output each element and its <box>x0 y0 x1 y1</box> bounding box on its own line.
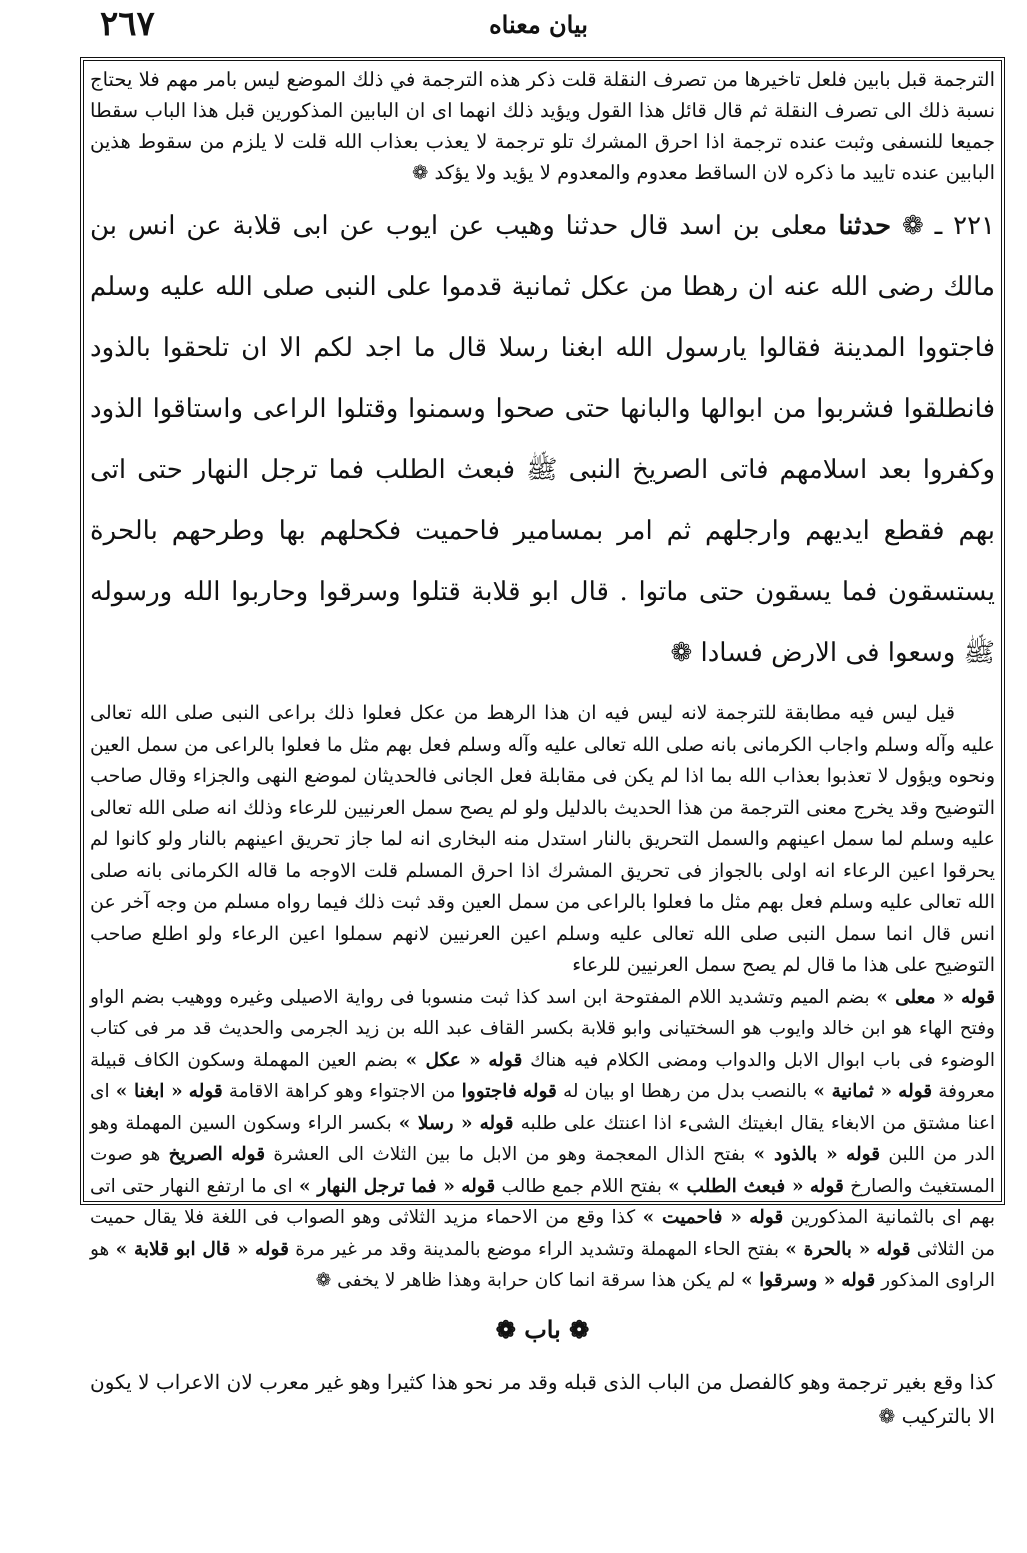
gloss-text: لم يكن هذا سرقة انما كان حرابة وهذا ظاهر لا يخفى ❁ <box>315 1270 736 1291</box>
gloss-label: قوله <box>961 986 995 1008</box>
gloss-label: قوله <box>749 1207 784 1228</box>
gloss-term: الصريخ <box>168 1144 223 1165</box>
running-title: بيان معناه <box>489 10 588 39</box>
gloss-text: اى ما ارتفع النهار حتى اتى بهم اى بالثمانية المذكورين <box>90 1175 995 1228</box>
gloss-term: « عكل » <box>405 1049 481 1071</box>
gloss-label: قوله <box>809 1175 844 1197</box>
gloss-label: قوله <box>522 1081 557 1102</box>
gloss-term: « بالذود » <box>753 1144 838 1165</box>
page-header <box>80 4 997 54</box>
gloss-text: اى اعنا مشتق من الابغاء يقال ابغيتك الشىء اذا اعنتك على طلبه <box>90 1081 996 1134</box>
gloss-term: « فاحميت » <box>642 1207 742 1228</box>
gloss-term: « ثمانية » <box>813 1081 893 1102</box>
gloss-text: هو صوت المستغيث والصارخ <box>90 1144 995 1197</box>
gloss-text: بضم العين المهملة وسكون الكاف قبيلة معروفة <box>90 1049 995 1102</box>
gloss-label: قوله <box>841 1270 876 1291</box>
commentary-middle: قيل ليس فيه مطابقة للترجمة لانه ليس فيه ان هذا الرهط من عكل فعلوا ذلك براعى النبى صلى الله تعالى عليه وآله وسلم واجاب الكرمانى بانه صلى الله تعالى عليه وآله وسلم فعل بهم مثل ما فعلوا بالراعى من سمل العين ونحوه ويؤول لا تعذبوا بعذاب الله بما اذا لم يكن فى مقابلة فعل الجانى فالحديثان لموضع النهى والجزاء وقال صاحب التوضيح وقد يخرج معنى الترجمة من هذا الحديث بالدليل ولو لم يصح سمل العرنيين للرعاء وذلك انه صلى الله تعالى عليه وسلم لما سمل اعينهم والسمل التحريق بالنار استدل منه البخارى انه لما جاز تحريق اعينهم بالنار ولو كانوا لم يحرقوا اعين الرعاء انه اولى بالجواز فى تحريق المشرك اذا احرق المسلم قلت الاوجه ما قاله الكرمانى بانه صلى الله تعالى عليه وسلم فعل بهم مثل ما فعلوا بالراعى من سمل العين وقد ثبت ذلك فيما رواه مسلم من وجه آخر عن انس قال انما سمل النبى صلى الله تعالى عليه وسلم اعين العرنيين لانهم سملوا اعين الرعاء ولو اطلع صاحب التوضيح على هذا ما قال لم يصح سمل العرنيين للرعاء <box>90 702 995 976</box>
gloss-text: بفتح الذال المعجمة وهو من الابل ما بين الثلاث الى العشرة <box>273 1144 746 1165</box>
hadith-haddathana: حدثنا <box>838 211 892 241</box>
hadith-paragraph <box>90 196 995 684</box>
gloss-text: بفتح الحاء المهملة وتشديد الراء موضع بالمدينة وقد مر غير مرة <box>295 1238 779 1260</box>
hadith-number: ٢٢١ ـ ❁ <box>901 211 996 241</box>
gloss-text: كذا وقع من الاحماء مزيد الثلاثى وهو الصواب فى اللغة فلا يقال حميت من الثلاثى <box>90 1207 995 1260</box>
gloss-text: بضم الميم وتشديد اللام المفتوحة ابن اسد كذا ثبت منسوبا فى رواية الاصيلى وغيره ووهيب بضم الواو وفتح الهاء هو ابن خالد وايوب هو السختيانى وابو قلابة بكسر القاف عبد الله بن زيد الجرمى والحديث قد مر فى كتاب الوضوء فى باب ابوال الابل والدواب ومضى الكلام فيه هناك <box>90 986 995 1071</box>
gloss-term: « فما ترجل النهار » <box>298 1175 455 1197</box>
gloss-label: قوله <box>188 1081 223 1102</box>
gloss-term: « ابغنا » <box>115 1081 183 1102</box>
gloss-label: قوله <box>488 1049 523 1071</box>
gloss-text: بفتح اللام جمع طالب <box>501 1175 662 1197</box>
gloss-term: « قال ابو قلابة » <box>115 1238 249 1260</box>
gloss-term: « رسلا » <box>398 1112 473 1134</box>
gloss-term: فاجتووا <box>461 1081 517 1102</box>
bab-heading: ❁ باب ❁ <box>495 1315 590 1344</box>
gloss-text: بكسر الراء وسكون السين المهملة وهو الدر من اللبن <box>90 1112 995 1165</box>
bab-text: كذا وقع بغير ترجمة وهو كالفصل من الباب الذى قبله وقد مر نحو هذا كثيرا وهو غير معرب لان الاعراب لا يكون الا بالتركيب ❁ <box>90 1370 995 1428</box>
page-number: ٢٦٧ <box>100 4 155 44</box>
gloss-text: من الاجتواء وهو كراهة الاقامة <box>228 1081 456 1102</box>
gloss-label: قوله <box>231 1144 266 1165</box>
gloss-label: قوله <box>898 1081 933 1102</box>
gloss-label: قوله <box>846 1144 881 1165</box>
gloss-label: قوله <box>461 1175 496 1197</box>
gloss-label: قوله <box>254 1238 289 1260</box>
glosses-paragraph <box>90 982 995 1297</box>
gloss-term: « وسرقوا » <box>741 1270 836 1291</box>
hadith-text: معلى بن اسد قال حدثنا وهيب عن ايوب عن ابى قلابة عن انس بن مالك رضى الله عنه ان رهطا من عكل ثمانية قدموا على النبى صلى الله عليه وسلم فاجتووا المدينة فقالوا يارسول الله ابغنا رسلا قال ما اجد لكم الا ان تلحقوا بالذود فانطلقوا فشربوا من ابوالها والبانها حتى صحوا وسمنوا وقتلوا الراعى واستاقوا الذود وكفروا بعد اسلامهم فاتى الصريخ النبى ﷺ فبعث الطلب فما ترجل النهار حتى اتى بهم فقطع ايديهم وارجلهم ثم امر بمسامير فاحميت فكحلهم بها وطرحهم بالحرة يستسقون فما يسقون حتى ماتوا . قال ابو قلابة قتلوا وسرقوا وحاربوا الله ورسوله ﷺ وسعوا فى الارض فسادا ❁ <box>90 211 995 668</box>
main-text-block <box>90 64 995 1297</box>
gloss-term: « فبعث الطلب » <box>668 1175 804 1197</box>
gloss-label: قوله <box>479 1112 514 1134</box>
commentary-top: الترجمة قبل بابين فلعل تاخيرها من تصرف النقلة قلت ذكر هذه الترجمة في ذلك الموضع ليس بامر مهم فلا يحتاج نسبة ذلك الى تصرف النقلة ثم قال قائل هذا القول ويؤيد ذلك انهما اى ان البابين المذكورين قبل هذا الباب سقطا جميعا للنسفى وثبت عنده ترجمة اذا احرق المشرك تلو ترجمة لا يعذب بعذاب الله قلت لا يلزم من سقوط هذين البابين عنده تاييد ما ذكره لان الساقط معدوم والمعدوم لا يؤيد ولا يؤكد ❁ <box>90 68 995 184</box>
gloss-term: « معلى » <box>876 986 955 1008</box>
gloss-term: « بالحرة » <box>785 1238 871 1260</box>
gloss-label: قوله <box>876 1238 911 1260</box>
gloss-text: هو الراوى المذكور <box>90 1238 995 1291</box>
gloss-text: بالنصب بدل من رهطا او بيان له <box>563 1081 808 1102</box>
